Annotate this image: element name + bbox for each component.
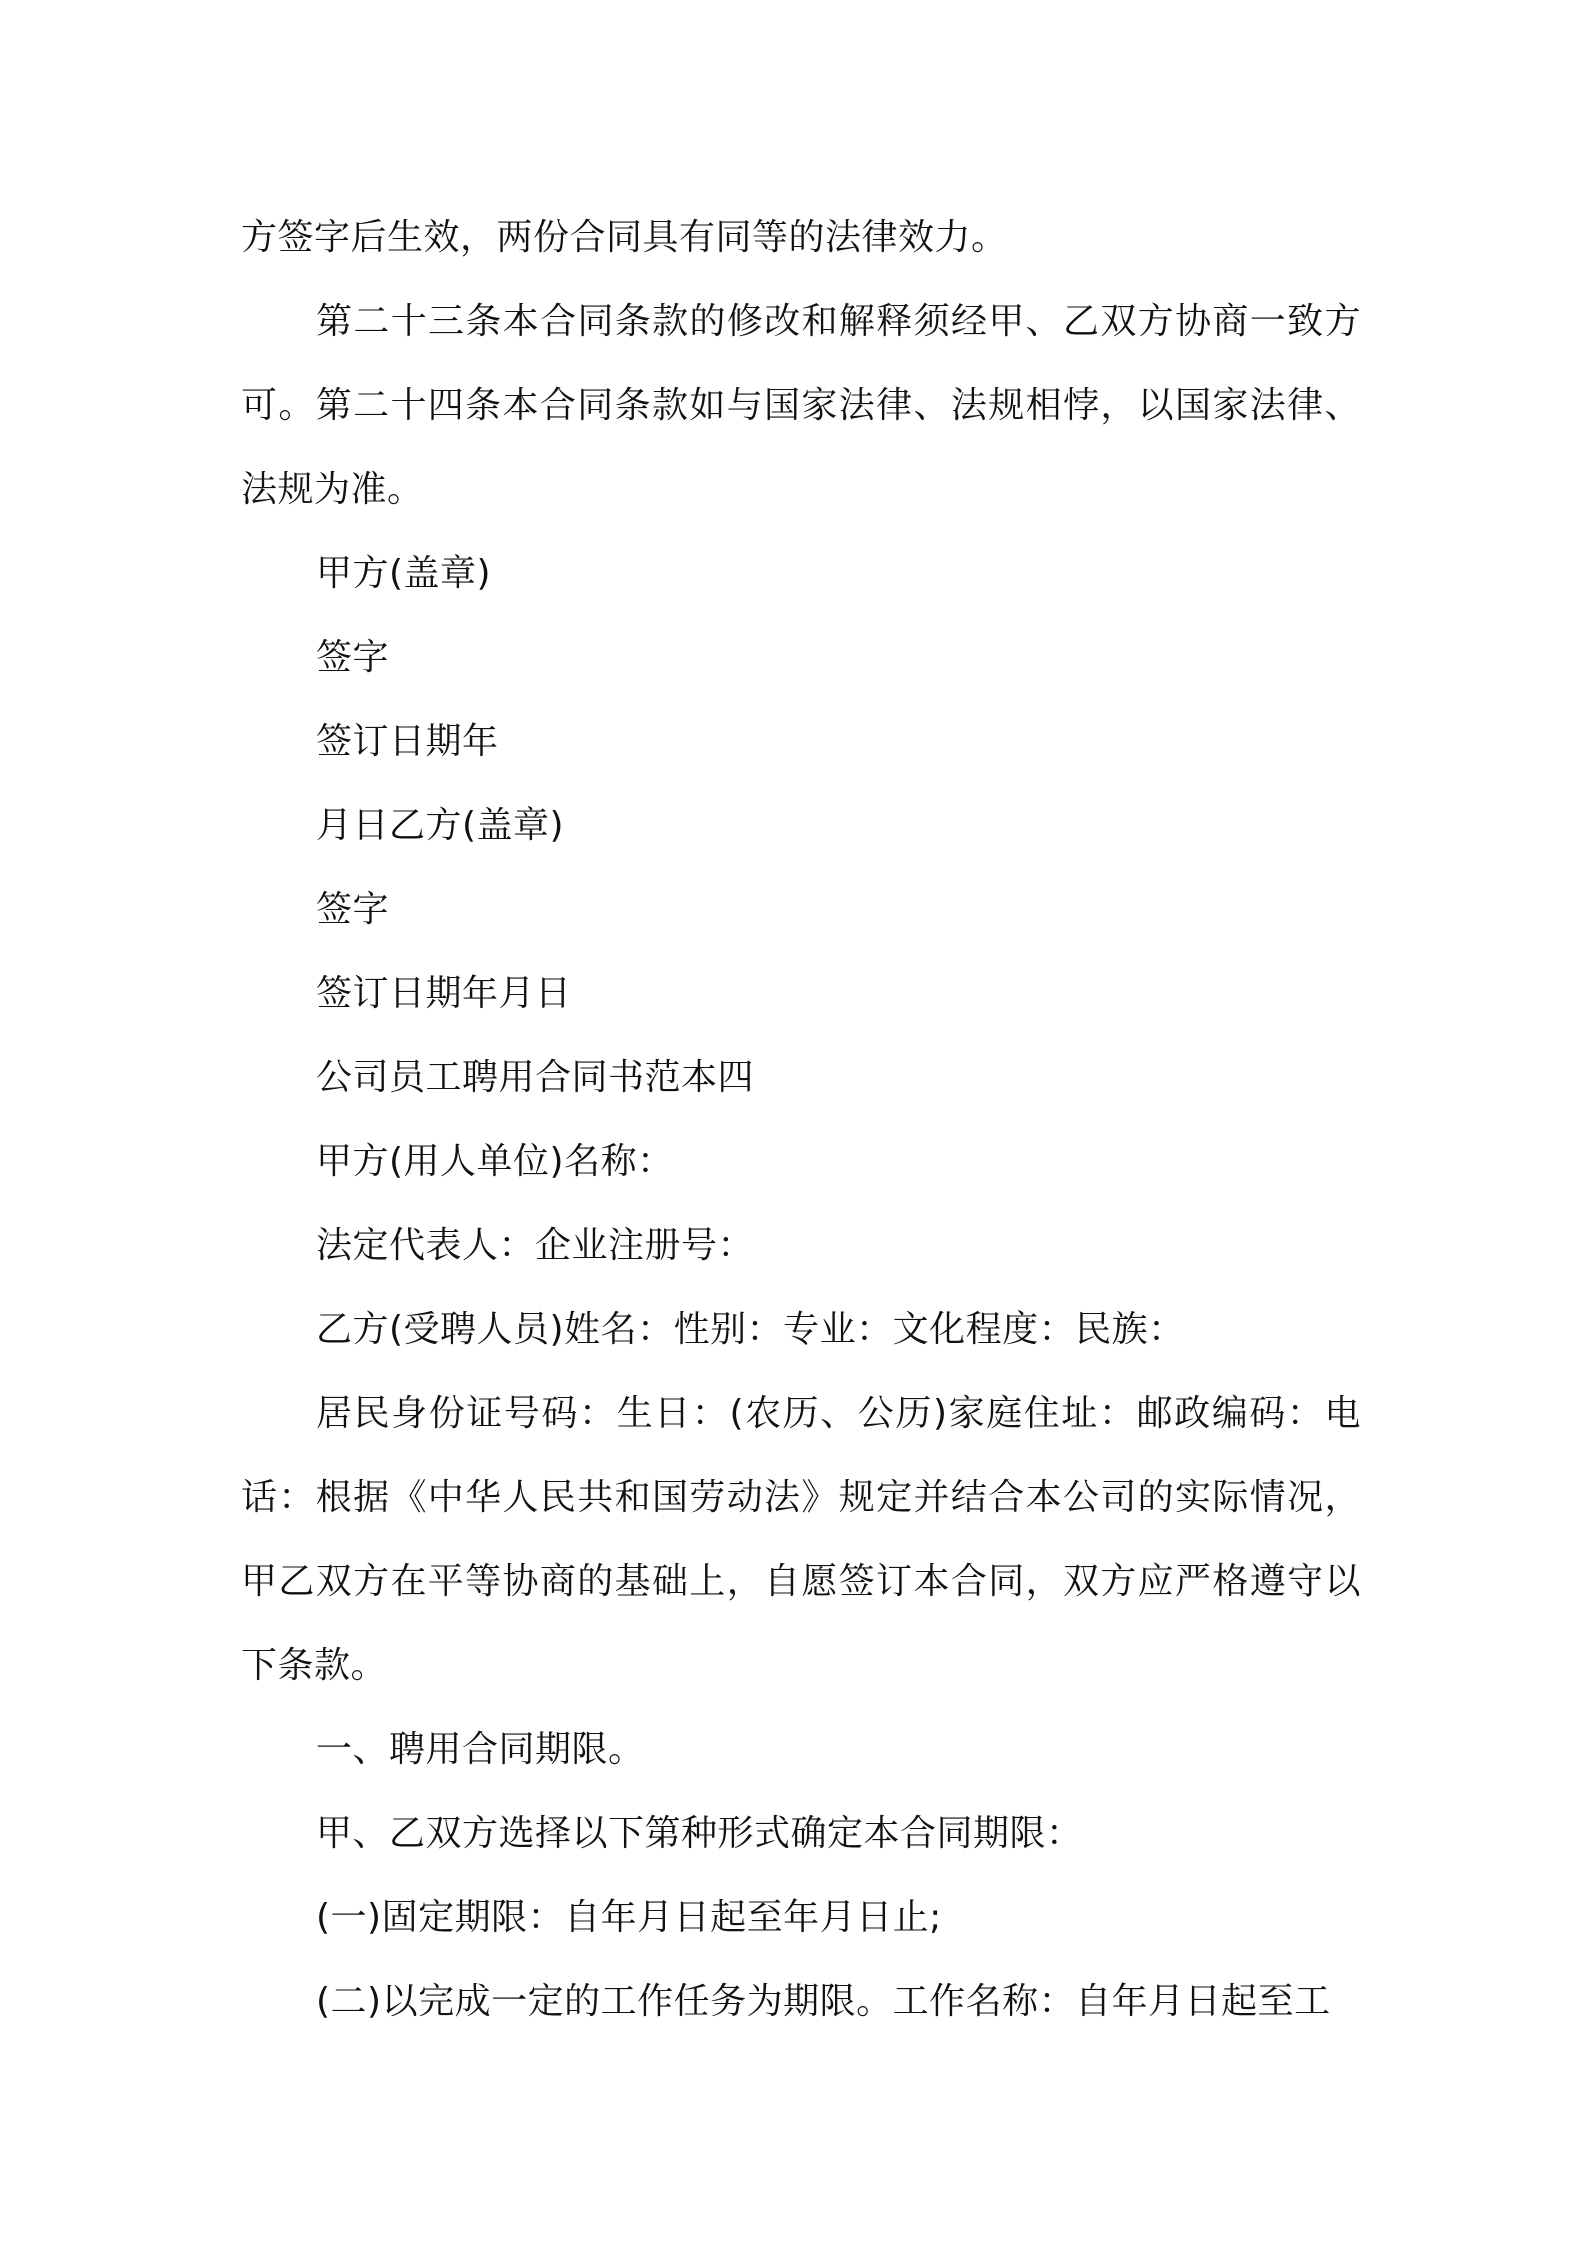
paragraph-party-a-date: 签订日期年 [316, 721, 499, 762]
paragraph-party-b-seal: 月日乙方(盖章) [316, 805, 565, 846]
paragraph-party-a-seal: 甲方(盖章) [316, 553, 492, 594]
paragraph-employee-info: 乙方(受聘人员)姓名：性别：专业：文化程度：民族： [316, 1309, 1185, 1350]
paragraph-party-b-signature: 签字 [316, 889, 390, 930]
paragraph-legal-representative: 法定代表人：企业注册号： [316, 1225, 755, 1266]
paragraph-party-b-date: 签订日期年月日 [316, 973, 572, 1014]
paragraph-article-23-24: 第二十三条本合同条款的修改和解释须经甲、乙双方协商一致方可。第二十四条本合同条款如与国家法律、法规相悖，以国家法律、法规为准。 [241, 301, 1361, 510]
paragraph-task-period: (二)以完成一定的工作任务为期限。工作名称：自年月日起至工 [316, 1981, 1331, 2022]
document-body [241, 196, 1361, 2044]
paragraph-fixed-period: (一)固定期限：自年月日起至年月日止; [316, 1897, 942, 1938]
section-title-contract-four: 公司员工聘用合同书范本四 [316, 1057, 755, 1098]
paragraph-employer-name: 甲方(用人单位)名称： [316, 1141, 674, 1182]
heading-contract-period: 一、聘用合同期限。 [316, 1729, 645, 1770]
paragraph-id-and-terms: 居民身份证号码：生日：(农历、公历)家庭住址：邮政编码：电话：根据《中华人民共和国劳动法》规定并结合本公司的实际情况，甲乙双方在平等协商的基础上，自愿签订本合同，双方应严格遵守以下条款。 [241, 1393, 1361, 1686]
paragraph-period-selection: 甲、乙双方选择以下第种形式确定本合同期限： [316, 1813, 1083, 1854]
paragraph-continuation: 方签字后生效，两份合同具有同等的法律效力。 [241, 217, 1008, 258]
paragraph-party-a-signature: 签字 [316, 637, 390, 678]
